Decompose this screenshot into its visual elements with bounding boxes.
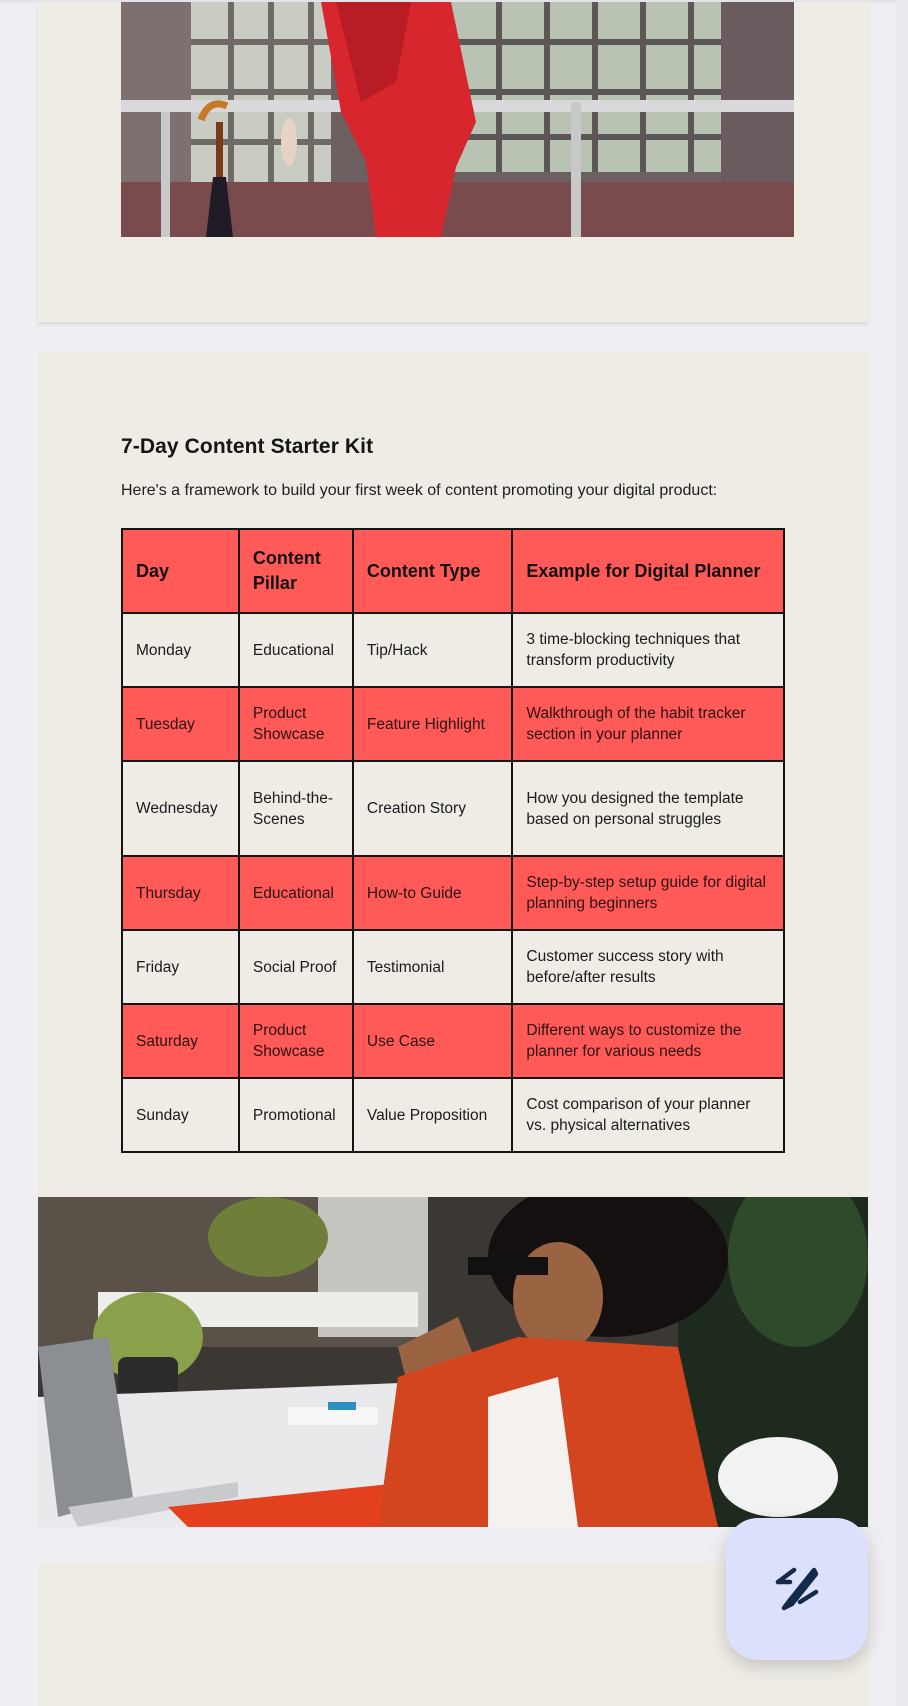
table-row [122,687,784,761]
header-day: Day [122,529,239,613]
table-row [122,856,784,930]
table-row [122,613,784,687]
woman-at-desk-photo [38,1197,868,1527]
scroll-gutter [896,0,908,1706]
cell-day: Friday [122,930,239,1004]
cell-type: Value Proposition [353,1078,513,1152]
header-example: Example for Digital Planner [512,529,784,613]
cell-pillar: Promotional [239,1078,353,1152]
table-row [122,761,784,856]
cell-type: Feature Highlight [353,687,513,761]
cell-type: Use Case [353,1004,513,1078]
cell-example: Cost comparison of your planner vs. physical alternatives [512,1078,784,1152]
edit-pencil-icon [770,1562,824,1616]
cell-example: How you designed the template based on personal struggles [512,761,784,856]
table-row [122,930,784,1004]
table-row [122,1078,784,1152]
cell-example: Walkthrough of the habit tracker section in your planner [512,687,784,761]
cell-type: Tip/Hack [353,613,513,687]
cell-day: Monday [122,613,239,687]
section-intro: Here's a framework to build your first week of content promoting your digital product: [121,482,718,499]
cell-day: Wednesday [122,761,239,856]
cell-day: Saturday [122,1004,239,1078]
woman-red-suit-photo [121,2,794,237]
content-kit-section [38,352,868,1527]
header-content-type: Content Type [353,529,513,613]
cell-day: Sunday [122,1078,239,1152]
cell-type: Testimonial [353,930,513,1004]
section-title: 7-Day Content Starter Kit [121,435,374,458]
cell-pillar: Product Showcase [239,1004,353,1078]
cell-pillar: Educational [239,613,353,687]
cell-type: How-to Guide [353,856,513,930]
table-row [122,1004,784,1078]
cell-pillar: Social Proof [239,930,353,1004]
cell-pillar: Behind-the-Scenes [239,761,353,856]
table-header-row [122,529,784,613]
image-card-top [38,2,868,322]
cell-example: Customer success story with before/after results [512,930,784,1004]
compose-fab-button[interactable] [726,1518,868,1660]
cell-pillar: Product Showcase [239,687,353,761]
cell-example: Different ways to customize the planner for various needs [512,1004,784,1078]
cell-pillar: Educational [239,856,353,930]
cell-example: Step-by-step setup guide for digital planning beginners [512,856,784,930]
content-plan-table [121,528,785,1153]
cell-example: 3 time-blocking techniques that transform productivity [512,613,784,687]
cell-type: Creation Story [353,761,513,856]
cell-day: Tuesday [122,687,239,761]
header-content-pillar: Content Pillar [239,529,353,613]
cell-day: Thursday [122,856,239,930]
